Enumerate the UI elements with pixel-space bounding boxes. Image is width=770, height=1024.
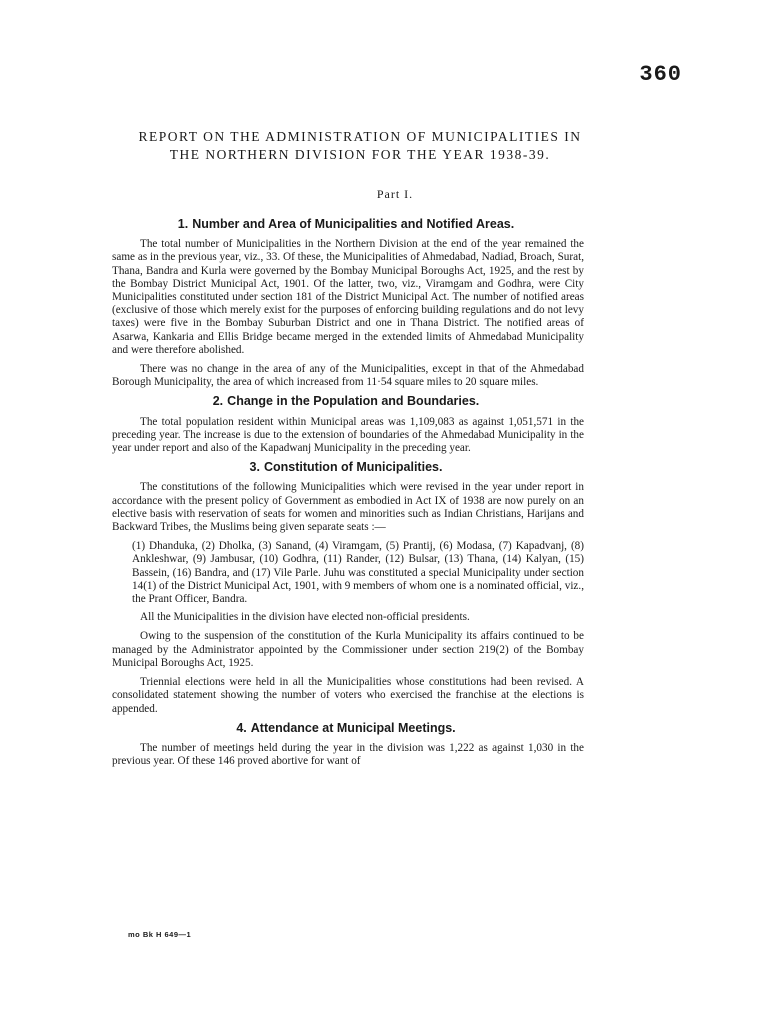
document-body [112, 212, 584, 774]
page-number: 360 [639, 62, 682, 87]
section-3-heading [112, 461, 584, 474]
section-4-heading [112, 722, 584, 735]
report-title [110, 128, 610, 164]
section-2-title: Change in the Population and Boundaries. [227, 394, 480, 409]
section-1-heading [112, 218, 584, 231]
section-3-paragraph-3: Owing to the suspension of the constitution of the Kurla Municipality its affairs continued to be managed by the Administrator appointed by the Commissioner under section 219(2) of the Bombay Municipal Boroughs Act, 1925. [112, 630, 584, 669]
report-title-line-2: THE NORTHERN DIVISION FOR THE YEAR 1938-39. [169, 147, 551, 162]
section-2-paragraph-1: The total population resident within Municipal areas was 1,109,083 as against 1,051,571 in the preceding year. The increase is due to the extension of boundaries of the Ahmedabad Municipality in the year under report and also of the Kapadwanj Municipality in the preceding year. [112, 415, 584, 455]
section-3-paragraph-1: The constitutions of the following Municipalities which were revised in the year under report in accordance with the present policy of Government as embodied in Act IX of 1938 are now purely on an elective basis with reservation of seats for women and minorities such as Indian Christians, Harijans and Backward Tribes, the Muslims being given separate seats :— [112, 481, 584, 534]
section-3-number: 3. [249, 460, 260, 475]
footer-print-code: mo Bk H 649—1 [128, 930, 192, 939]
section-4-number: 4. [236, 720, 247, 735]
section-3-title: Constitution of Municipalities. [263, 460, 443, 475]
part-label: Part I. [376, 187, 414, 201]
section-1-number: 1. [177, 217, 189, 231]
section-4-title: Attendance at Municipal Meetings. [250, 720, 456, 735]
section-1-title: Number and Area of Municipalities and Notified Areas. [192, 217, 515, 231]
section-3-paragraph-2: All the Municipalities in the division have elected non-official presidents. [140, 611, 470, 624]
section-1-paragraph-1: The total number of Municipalities in the Northern Division at the end of the year remained the same as in the previous year, viz., 33. Of these, the Municipalities of Ahmedabad, Nadiad, Broach, Surat, Thana, Bandra and Kurla were governed by the Bombay Municipal Boroughs Act, 1925, and the rest by the Bombay District Municipal Act, 1901. Of the latter, two, viz., Viramgam and Godhra, were City Municipalities constituted under section 181 of the District Municipal Act. The number of notified areas (exclusive of those which merely exist for the purposes of enforcing building regulations and do not levy taxes) were five in the Bombay Suburban District and one in Thana District. The notified areas of Asarwa, Kankaria and Ellis Bridge became merged in the extended limits of Ahmedabad Municipality and were therefore abolished. [112, 238, 584, 356]
section-4-paragraph-1: The number of meetings held during the year in the division was 1,222 as against 1,030 in the previous year. Of these 146 proved abortive for want of [112, 741, 584, 768]
section-2-heading [112, 395, 584, 408]
section-3-paragraph-4: Triennial elections were held in all the Municipalities whose constitutions had been revised. A consolidated statement showing the number of voters who exercised the franchise at the elections is appended. [112, 676, 584, 715]
section-2-number: 2. [212, 394, 224, 409]
report-title-line-1: REPORT ON THE ADMINISTRATION OF MUNICIPALITIES IN [138, 129, 582, 144]
municipalities-list: (1) Dhanduka, (2) Dholka, (3) Sanand, (4) Viramgam, (5) Prantij, (6) Modasa, (7) Kapadvanj, (8) Ankleshwar, (9) Jambusar, (10) Godhra, (11) Rander, (12) Bulsar, (13) Thana, (14) Kalyan, (15) Bassein, (16) Bandra, and (17) Vile Parle. Juhu was constituted a special Municipality under section 14(1) of the District Municipal Act, 1901, with 9 members of whom one is a nominated official, viz., the Prant Officer, Bandra. [132, 540, 584, 606]
section-1-paragraph-2: There was no change in the area of any of the Municipalities, except in that of the Ahmedabad Borough Municipality, the area of which increased from 11·54 square miles to 20 square miles. [112, 363, 584, 389]
